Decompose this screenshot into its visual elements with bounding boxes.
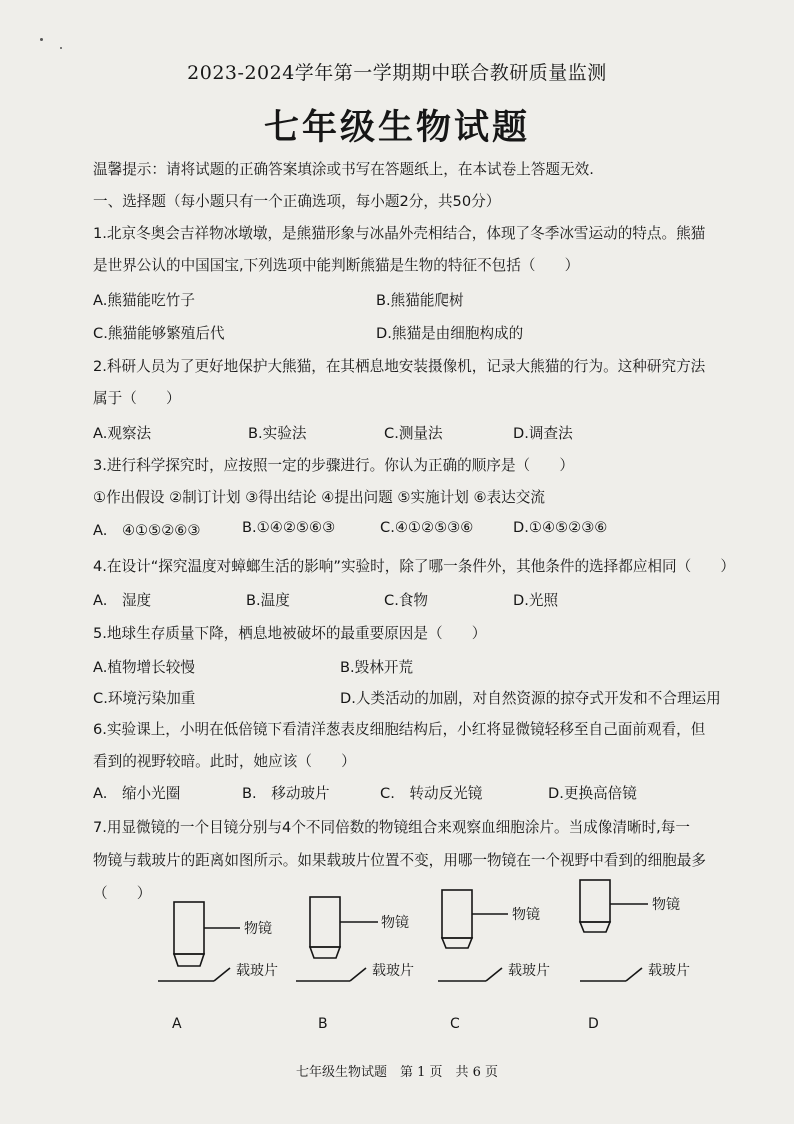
objective-a-figure — [158, 902, 240, 981]
q2-stem-line2: 属于（ ） — [93, 390, 181, 407]
q6-option-c: C. 转动反光镜 — [380, 785, 483, 802]
slide-label-b: 载玻片 — [372, 963, 414, 979]
q5-option-b: B.毁林开荒 — [340, 659, 414, 676]
objective-label-b: 物镜 — [381, 915, 409, 931]
diagram-option-d: D — [588, 1016, 599, 1032]
q4-option-c: C.食物 — [384, 592, 429, 609]
q5-option-a: A.植物增长较慢 — [93, 659, 195, 676]
q2-option-a: A.观察法 — [93, 425, 152, 442]
diagram-option-b: B — [318, 1016, 328, 1032]
q6-option-b: B. 移动玻片 — [242, 785, 330, 802]
q3-stem: 3.进行科学探究时，应按照一定的步骤进行。你认为正确的顺序是（ ） — [93, 457, 574, 474]
q6-option-d: D.更换高倍镜 — [548, 785, 637, 802]
objective-label-a: 物镜 — [244, 921, 272, 937]
q3-option-d: D.①④⑤②③⑥ — [513, 519, 608, 536]
q2-option-d: D.调查法 — [513, 425, 573, 442]
q7-stem-line1: 7.用显微镜的一个目镜分别与4个不同倍数的物镜组合来观察血细胞涂片。当成像清晰时,每一 — [93, 819, 691, 836]
slide-label-d: 载玻片 — [648, 963, 690, 979]
slide-label-c: 载玻片 — [508, 963, 550, 979]
page-title: 七年级生物试题 — [263, 108, 530, 148]
q2-option-b: B.实验法 — [248, 425, 307, 442]
q7-stem-line2: 物镜与载玻片的距离如图所示。如果载玻片位置不变，用哪一物镜在一个视野中看到的细胞最多 — [93, 852, 706, 869]
slide-label-a: 载玻片 — [236, 963, 278, 979]
q1-option-b: B.熊猫能爬树 — [376, 292, 464, 309]
q4-option-a: A. 湿度 — [93, 592, 152, 609]
q4-stem: 4.在设计“探究温度对蟑螂生活的影响”实验时，除了哪一条件外，其他条件的选择都应相同（ ） — [93, 558, 735, 575]
q5-option-c: C.环境污染加重 — [93, 690, 196, 707]
q3-option-c: C.④①②⑤③⑥ — [380, 519, 474, 536]
diagram-option-a: A — [172, 1016, 182, 1032]
objective-b-figure — [296, 897, 378, 981]
q1-option-a: A.熊猫能吃竹子 — [93, 292, 195, 309]
q3-option-a: A. ④①⑤②⑥③ — [93, 522, 201, 539]
objective-c-figure — [438, 890, 508, 981]
q5-option-d: D.人类活动的加剧，对自然资源的掠夺式开发和不合理运用 — [340, 690, 721, 707]
q4-option-b: B.温度 — [246, 592, 290, 609]
diagram-option-c: C — [450, 1016, 460, 1032]
q5-stem: 5.地球生存质量下降，栖息地被破坏的最重要原因是（ ） — [93, 625, 487, 642]
q2-stem-line1: 2.科研人员为了更好地保护大熊猫，在其栖息地安装摄像机，记录大熊猫的行为。这种研究方法 — [93, 358, 706, 375]
q1-stem-line2: 是世界公认的中国国宝,下列选项中能判断熊猫是生物的特征不包括（ ） — [93, 257, 580, 274]
q1-option-d: D.熊猫是由细胞构成的 — [376, 325, 524, 342]
q4-option-d: D.光照 — [513, 592, 559, 609]
objective-diagram — [150, 872, 710, 1012]
q6-option-a: A. 缩小光圈 — [93, 785, 181, 802]
q1-option-c: C.熊猫能够繁殖后代 — [93, 325, 225, 342]
q1-stem-line1: 1.北京冬奥会吉祥物冰墩墩，是熊猫形象与冰晶外壳相结合，体现了冬季冰雪运动的特点。熊猫 — [93, 225, 706, 242]
page-footer: 七年级生物试题 第 1 页 共 6 页 — [295, 1065, 499, 1080]
q2-option-c: C.测量法 — [384, 425, 443, 442]
q3-steps: ①作出假设 ②制订计划 ③得出结论 ④提出问题 ⑤实施计划 ⑥表达交流 — [93, 489, 545, 506]
q7-stem-line3: （ ） — [93, 885, 152, 902]
section-heading: 一、选择题（每小题只有一个正确选项，每小题2分，共50分） — [93, 193, 501, 210]
q6-stem-line1: 6.实验课上，小明在低倍镜下看清洋葱表皮细胞结构后，小红将显微镜轻移至自己面前观看，但 — [93, 721, 706, 738]
exam-header: 2023-2024学年第一学期期中联合教研质量监测 — [187, 62, 607, 84]
q6-stem-line2: 看到的视野较暗。此时，她应该（ ） — [93, 753, 356, 770]
q3-option-b: B.①④②⑤⑥③ — [242, 519, 336, 536]
objective-label-d: 物镜 — [652, 897, 680, 913]
objective-d-figure — [580, 880, 648, 981]
scan-speck — [60, 47, 62, 49]
scan-speck — [40, 38, 43, 41]
notice: 温馨提示：请将试题的正确答案填涂或书写在答题纸上，在本试卷上答题无效. — [93, 161, 594, 178]
objective-label-c: 物镜 — [512, 907, 540, 923]
